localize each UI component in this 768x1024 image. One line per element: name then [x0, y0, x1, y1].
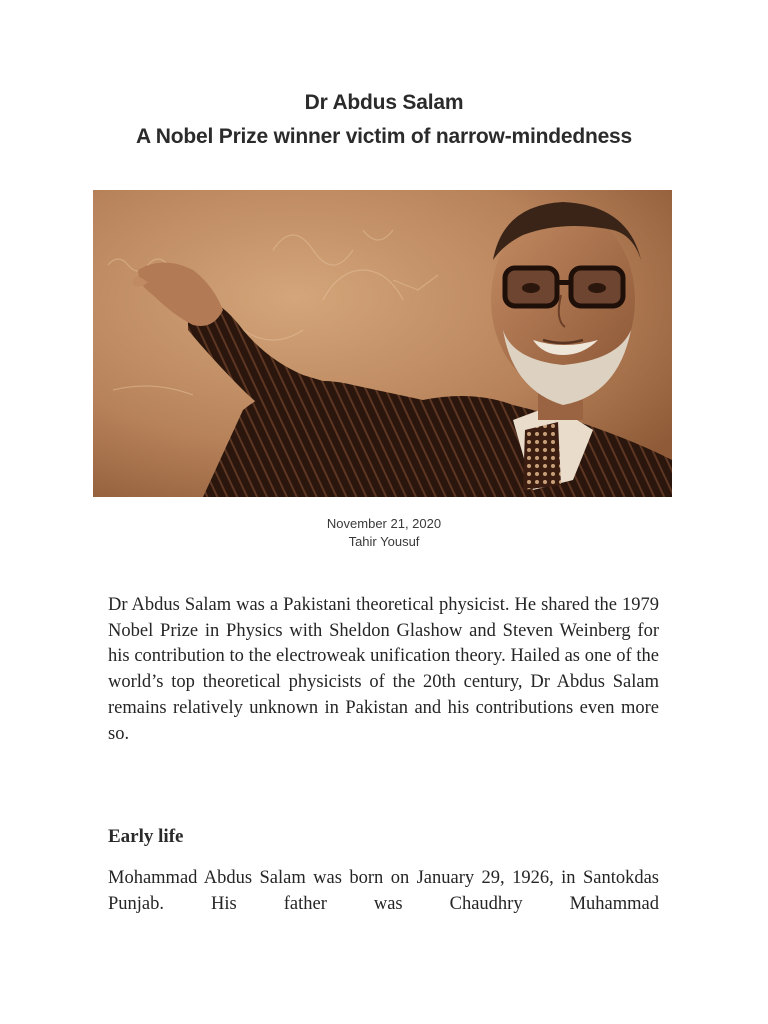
article-meta [0, 515, 768, 551]
title-line-name: Dr Abdus Salam [304, 91, 464, 114]
publish-date: November 21, 2020 [326, 516, 442, 531]
portrait-photo [93, 190, 672, 497]
intro-paragraph: Dr Abdus Salam was a Pakistani theoretical physicist. He shared the 1979 Nobel Prize in Physics with Sheldon Glashow and Steven Weinberg for his contribution to the electroweak unification theory. Hailed as one of the world’s top theoretical physicists of the 20th century, Dr Abdus Salam remains relatively unknown in Pakistan and his contributions even more so. [108, 595, 659, 744]
author-name: Tahir Yousuf [348, 534, 420, 549]
title-line-subtitle: A Nobel Prize winner victim of narrow-mindedness [135, 125, 633, 148]
section-paragraph: Mohammad Abdus Salam was born on January 29, 1926, in Santokdas Punjab. His father was Chaudhry Muhammad [108, 868, 659, 914]
article-title [0, 86, 768, 154]
section-heading: Early life [108, 826, 184, 847]
